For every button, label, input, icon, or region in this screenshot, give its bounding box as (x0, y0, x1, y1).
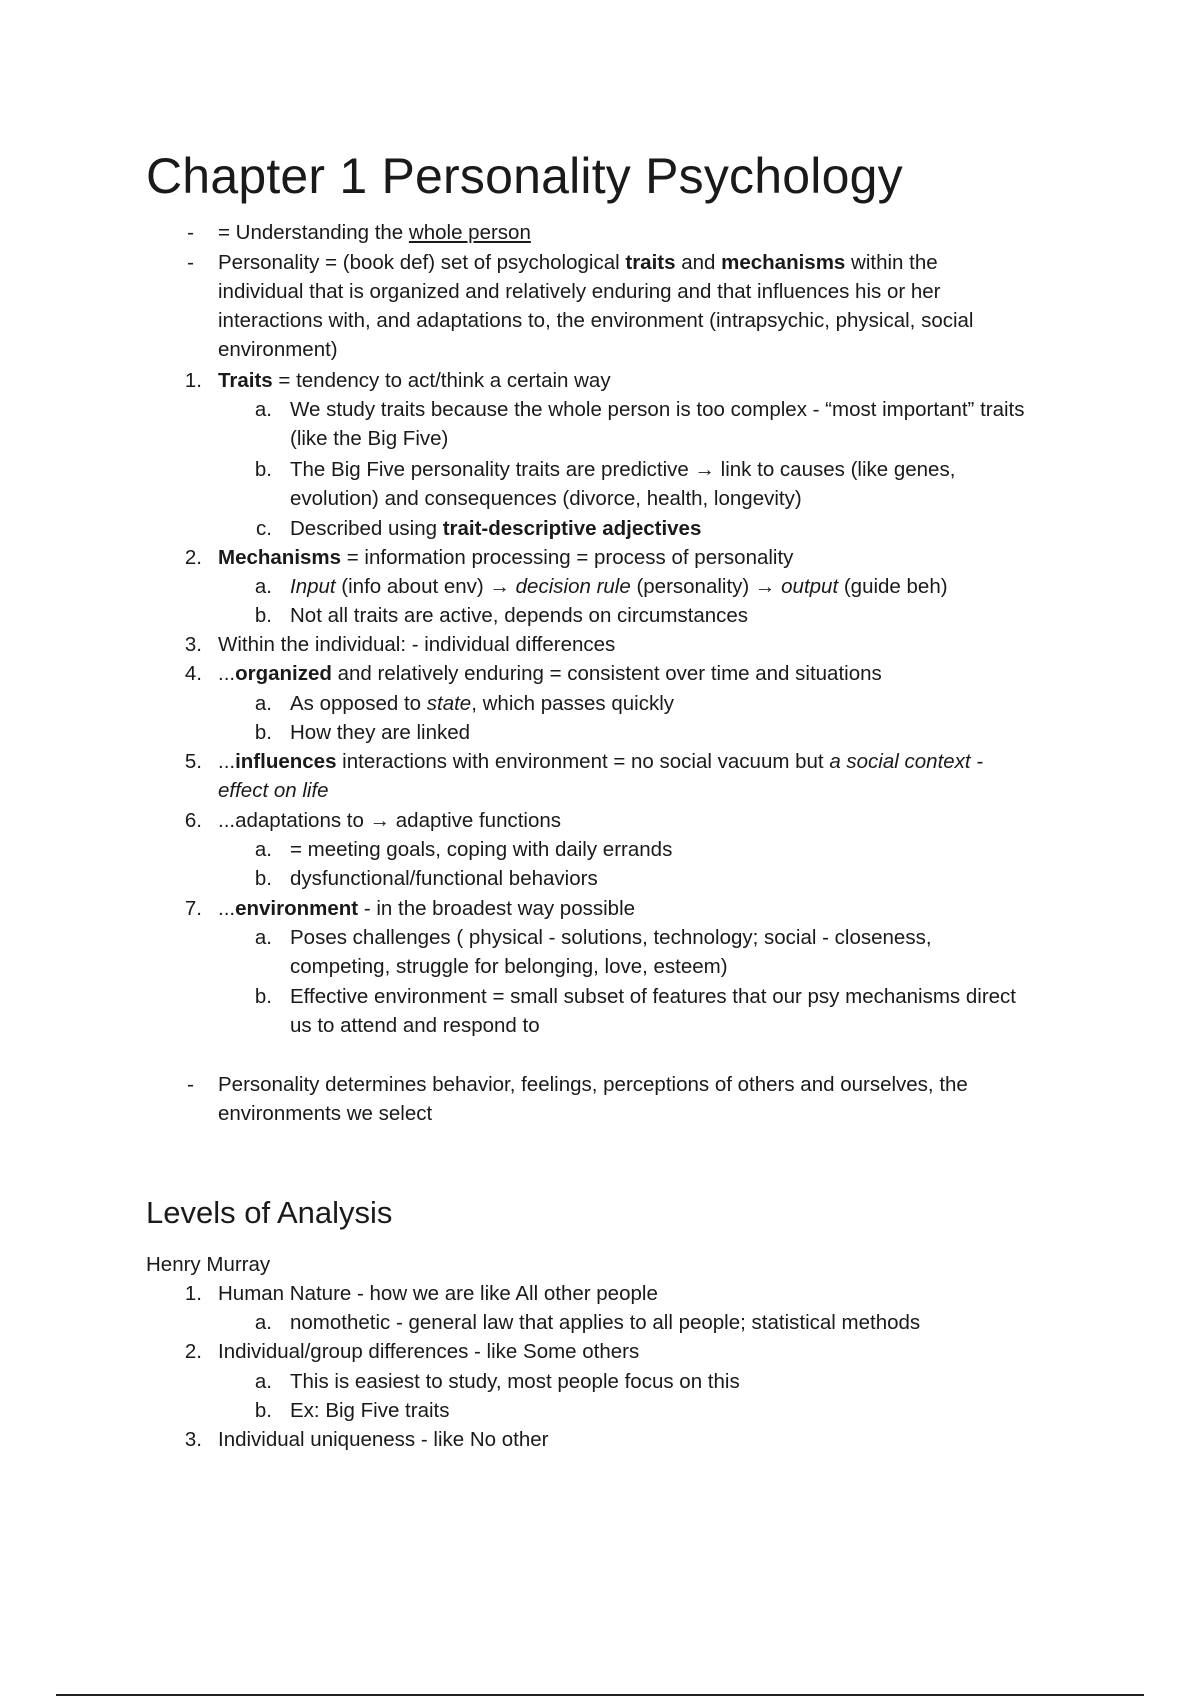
list-number: 4. (184, 662, 202, 685)
environment-sub-b-line-1: Effective environment = small subset of features that our psy mechanisms direct (290, 985, 1016, 1008)
item-within-individual: Within the individual: - individual differences (218, 633, 616, 656)
item-mechanisms: Mechanisms = information processing = process of personality (218, 546, 794, 569)
item-influences-line-1: ...influences interactions with environment = no social vacuum but a social context - (218, 750, 984, 773)
level-human-nature-sub-a: nomothetic - general law that applies to all people; statistical methods (290, 1311, 921, 1334)
traits-sub-c: Described using trait-descriptive adjectives (290, 517, 702, 540)
traits-sub-b-line-1: The Big Five personality traits are predictive → link to causes (like genes, (290, 458, 956, 481)
level-group-differences-sub-a: This is easiest to study, most people focus on this (290, 1370, 740, 1393)
list-number: 7. (184, 897, 202, 920)
level-human-nature: Human Nature - how we are like All other people (218, 1282, 658, 1305)
list-letter: b. (254, 604, 272, 627)
list-letter: a. (254, 1370, 272, 1393)
list-number: 3. (184, 633, 202, 656)
list-number: 6. (184, 809, 202, 832)
list-number: 2. (184, 1340, 202, 1363)
item-environment: ...environment - in the broadest way possible (218, 897, 636, 920)
section-heading-levels: Levels of Analysis (146, 1195, 393, 1230)
list-letter: b. (254, 1399, 272, 1422)
organized-sub-a: As opposed to state, which passes quickly (290, 692, 675, 715)
item-adaptations: ...adaptations to → adaptive functions (218, 809, 562, 832)
list-letter: b. (254, 867, 272, 890)
adaptations-sub-a: = meeting goals, coping with daily errands (290, 838, 673, 861)
list-number: 1. (184, 1282, 202, 1305)
definition-line-2: individual that is organized and relatively enduring and that influences his or her (218, 280, 941, 303)
traits-sub-a-line-2: (like the Big Five) (290, 427, 449, 450)
closing-line-2: environments we select (218, 1102, 433, 1125)
list-letter: b. (254, 721, 272, 744)
bullet-dash: - (187, 251, 194, 274)
mechanisms-sub-a: Input (info about env) → decision rule (personality) → output (guide beh) (290, 575, 948, 598)
list-letter: a. (254, 692, 272, 715)
list-letter: b. (254, 458, 272, 481)
mechanisms-sub-b: Not all traits are active, depends on circumstances (290, 604, 749, 627)
item-influences-line-2: effect on life (218, 779, 329, 802)
list-letter: a. (254, 398, 272, 421)
bullet-dash: - (187, 221, 194, 244)
list-letter: c. (256, 517, 272, 540)
environment-sub-b-line-2: us to attend and respond to (290, 1014, 540, 1037)
definition-line-3: interactions with, and adaptations to, the environment (intrapsychic, physical, social (218, 309, 974, 332)
intro-line-whole-person: = Understanding the whole person (218, 221, 531, 244)
page-bottom-rule (56, 1694, 1144, 1696)
level-group-differences: Individual/group differences - like Some others (218, 1340, 640, 1363)
list-number: 1. (184, 369, 202, 392)
organized-sub-b: How they are linked (290, 721, 471, 744)
traits-sub-b-line-2: evolution) and consequences (divorce, health, longevity) (290, 487, 802, 510)
adaptations-sub-b: dysfunctional/functional behaviors (290, 867, 598, 890)
list-letter: a. (254, 575, 272, 598)
environment-sub-a-line-2: competing, struggle for belonging, love, esteem) (290, 955, 728, 978)
author-label: Henry Murray (146, 1253, 271, 1276)
page-title: Chapter 1 Personality Psychology (146, 148, 903, 204)
environment-sub-a-line-1: Poses challenges ( physical - solutions, technology; social - closeness, (290, 926, 932, 949)
list-letter: a. (254, 926, 272, 949)
item-organized: ...organized and relatively enduring = consistent over time and situations (218, 662, 882, 685)
list-number: 5. (184, 750, 202, 773)
level-uniqueness: Individual uniqueness - like No other (218, 1428, 549, 1451)
bullet-dash: - (187, 1073, 194, 1096)
definition-line-4: environment) (218, 338, 338, 361)
list-letter: a. (254, 838, 272, 861)
traits-sub-a-line-1: We study traits because the whole person is too complex - “most important” traits (290, 398, 1025, 421)
closing-line-1: Personality determines behavior, feelings, perceptions of others and ourselves, the (218, 1073, 968, 1096)
level-group-differences-sub-b: Ex: Big Five traits (290, 1399, 450, 1422)
list-letter: a. (254, 1311, 272, 1334)
list-number: 3. (184, 1428, 202, 1451)
item-traits: Traits = tendency to act/think a certain way (218, 369, 611, 392)
definition-line-1: Personality = (book def) set of psychological traits and mechanisms within the (218, 251, 938, 274)
list-number: 2. (184, 546, 202, 569)
list-letter: b. (254, 985, 272, 1008)
